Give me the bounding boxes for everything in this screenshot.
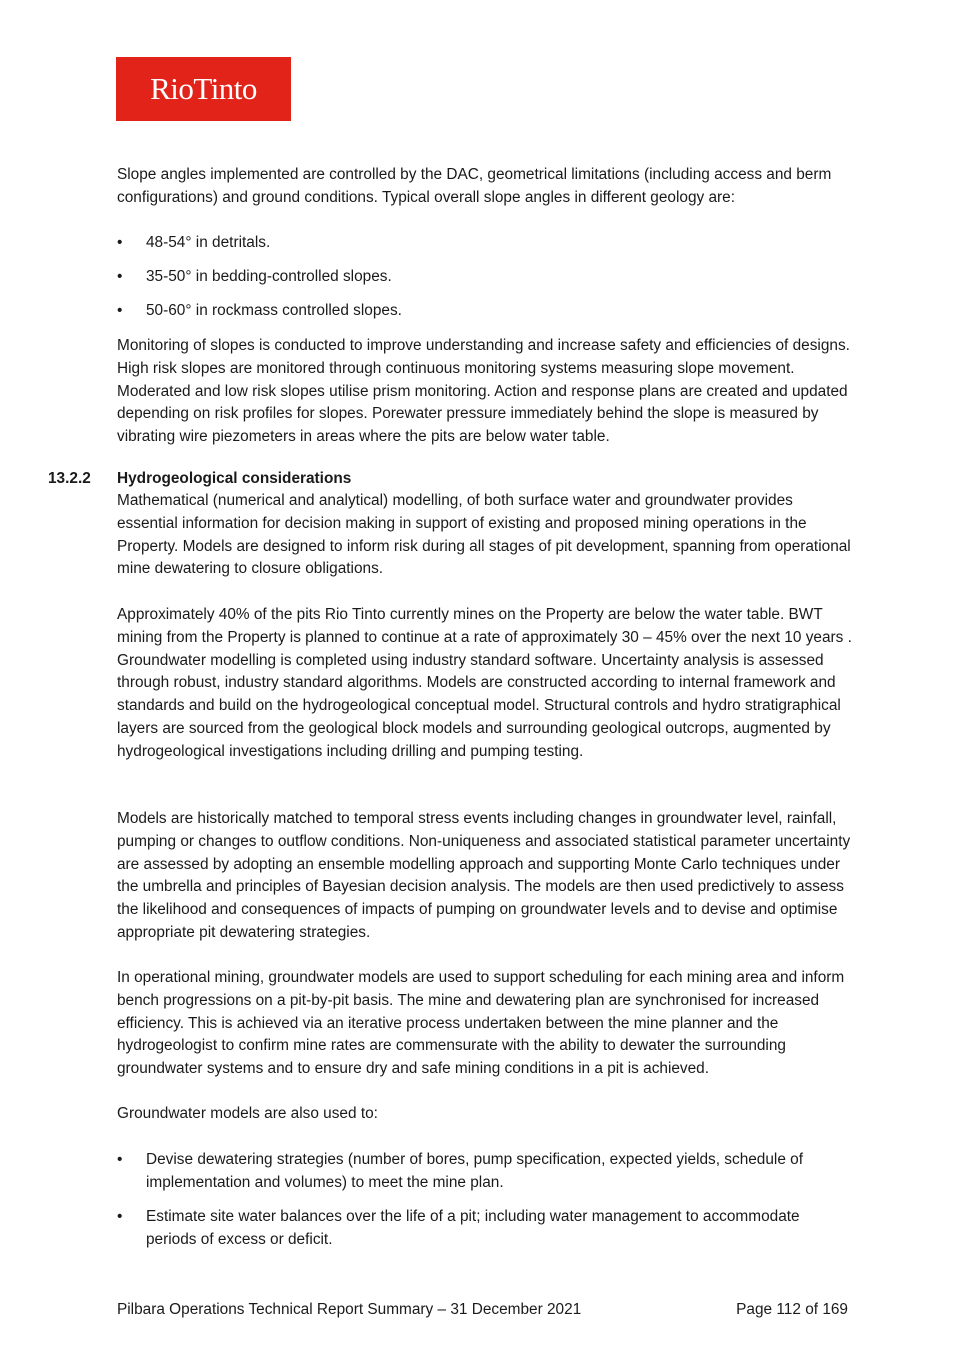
list-item — [117, 1206, 852, 1252]
bullet-icon: • — [117, 302, 123, 319]
paragraph-model-matching: Models are historically matched to temporal stress events including changes in groundwater level, rainfall, pumping or changes to outflow conditions. Non-uniqueness and associated statistical parameter uncertainty are assessed by adopting an ensemble modelling approach and supporting Monte Carlo techniques under the umbrella and principles of Bayesian decision analysis. The models are then used predictively to assess the likelihood and consequences of impacts of pumping on groundwater levels and to devise and optimise appropriate pit dewatering strategies. — [117, 810, 851, 941]
list-item-text: Estimate site water balances over the life of a pit; including water management to accommodate periods of excess or deficit. — [146, 1208, 800, 1248]
list-item-text: 35-50° in bedding-controlled slopes. — [146, 268, 392, 285]
list-item-text: 48-54° in detritals. — [146, 234, 271, 251]
footer-page-number: Page 112 of 169 — [736, 1301, 848, 1318]
paragraph-slope-angles: Slope angles implemented are controlled by the DAC, geometrical limitations (including access and berm configurations) and ground conditions. Typical overall slope angles in different geology are: — [117, 166, 832, 206]
list-item-text: Devise dewatering strategies (number of bores, pump specification, expected yields, schedule of implementation and volumes) to meet the mine plan. — [146, 1151, 804, 1191]
paragraph-operational-mining: In operational mining, groundwater models are used to support scheduling for each mining area and inform bench progressions on a pit-by-pit basis. The mine and dewatering plan are synchronised for increased efficiency. This is achieved via an iterative process undertaken between the mine planner and the hydrogeologist to confirm mine rates are commensurate with the ability to dewater the surrounding groundwater systems and to ensure dry and safe mining conditions in a pit is achieved. — [117, 969, 845, 1078]
footer-document-title: Pilbara Operations Technical Report Summary – 31 December 2021 — [117, 1301, 582, 1318]
list-item — [117, 232, 852, 255]
paragraph-slope-monitoring: Monitoring of slopes is conducted to improve understanding and increase safety and efficiencies of designs. High risk slopes are monitored through continuous monitoring systems measuring slope movement. Moderated and low risk slopes utilise prism monitoring. Action and response plans are created and updated depending on risk profiles for slopes. Porewater pressure immediately behind the slope is measured by vibrating wire piezometers in areas where the pits are below water table. — [117, 337, 850, 446]
list-item — [117, 1149, 852, 1195]
bullet-icon: • — [117, 1208, 123, 1225]
bullet-icon: • — [117, 1151, 123, 1168]
list-item-text: 50-60° in rockmass controlled slopes. — [146, 302, 402, 319]
bullet-icon: • — [117, 234, 123, 251]
paragraph-models-used-to: Groundwater models are also used to: — [117, 1105, 378, 1122]
list-item — [117, 266, 852, 289]
bullet-icon: • — [117, 268, 123, 285]
section-number: 13.2.2 — [48, 470, 91, 487]
list-item — [117, 300, 852, 323]
paragraph-modelling: Mathematical (numerical and analytical) modelling, of both surface water and groundwater provides essential information for decision making in support of existing and proposed mining operations in the Property. Models are designed to inform risk during all stages of pit development, spanning from operational mine dewatering to closure obligations. — [117, 492, 851, 578]
paragraph-below-water-table: Approximately 40% of the pits Rio Tinto currently mines on the Property are below the water table. BWT mining from the Property is planned to continue at a rate of approximately 30 – 45% over the next 10 years . Groundwater modelling is completed using industry standard software. Uncertainty analysis is assessed through robust, industry standard algorithms. Models are constructed according to internal framework and standards and build on the hydrogeological conceptual model. Structural controls and hydro stratigraphical layers are sourced from the geological block models and surrounding geological outcrops, augmented by hydrogeological investigations including drilling and pumping testing. — [117, 606, 852, 760]
section-title: Hydrogeological considerations — [117, 470, 352, 487]
rio-tinto-logo: RioTinto — [116, 57, 291, 121]
